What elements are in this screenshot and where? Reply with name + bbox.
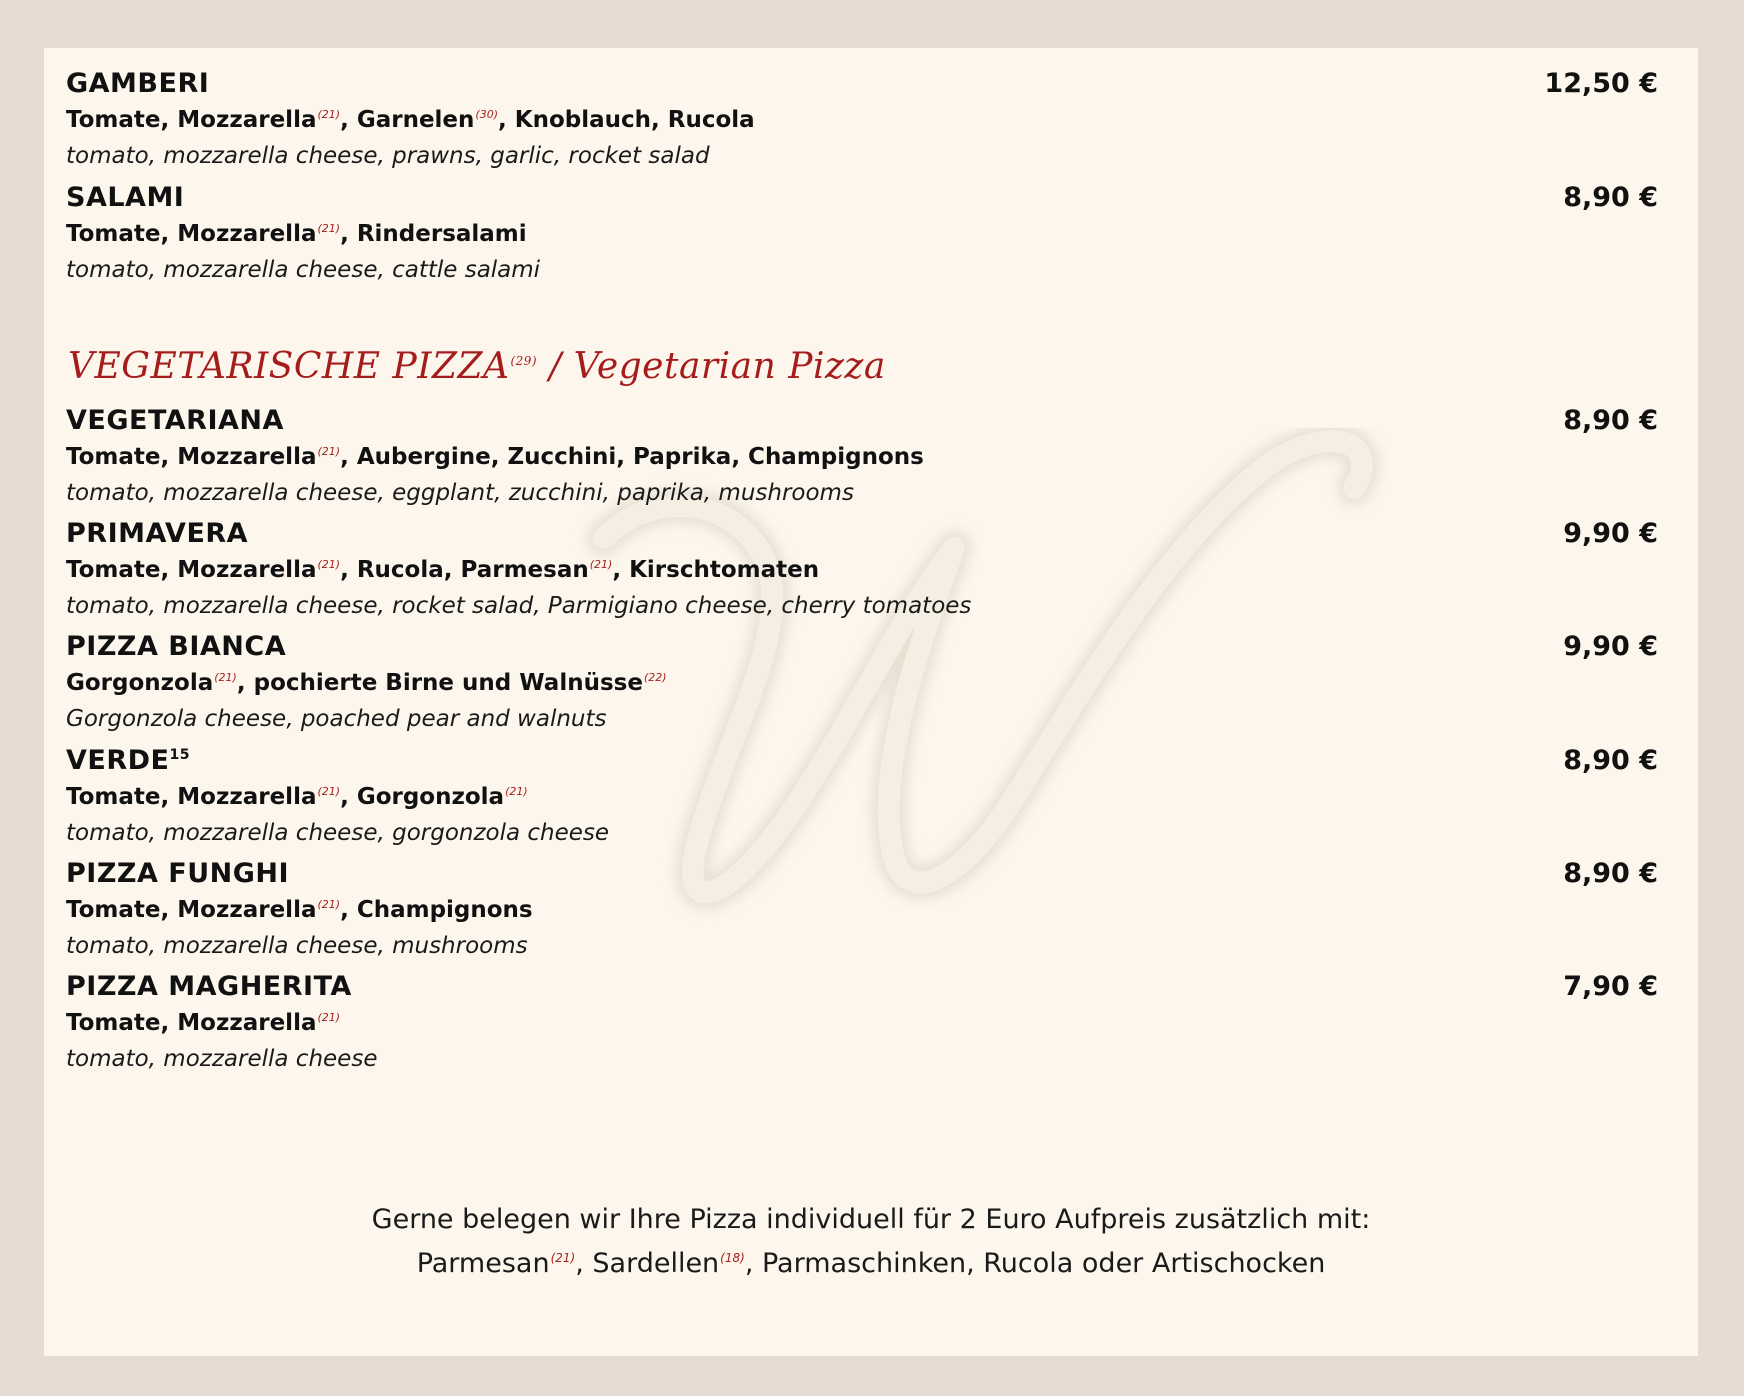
menu-item xyxy=(66,856,1658,964)
item-name xyxy=(66,180,1658,216)
section-title-de: VEGETARISCHE PIZZA xyxy=(68,346,510,387)
item-description-de xyxy=(66,892,1658,928)
item-description-en: tomato, mozzarella cheese, gorgonzola cheese xyxy=(66,820,610,846)
item-name xyxy=(66,516,1658,552)
item-description-en: tomato, mozzarella cheese xyxy=(66,1046,378,1072)
item-name-text: PRIMAVERA xyxy=(66,518,249,549)
item-description-en: tomato, mozzarella cheese, cattle salami xyxy=(66,257,541,283)
ingredient-text: Tomate, Mozzarella xyxy=(66,897,317,923)
item-description-de xyxy=(66,439,1658,475)
ingredient-text: , pochierte Birne und Walnüsse xyxy=(236,670,643,696)
menu-item xyxy=(66,180,1658,288)
allergen-note: (21) xyxy=(317,785,341,799)
item-description-en: tomato, mozzarella cheese, rocket salad, Parmigiano cheese, cherry tomatoes xyxy=(66,593,972,619)
allergen-note: (30) xyxy=(475,108,498,122)
allergen-note: (21) xyxy=(550,1251,576,1265)
ingredient-text: , Garnelen xyxy=(340,107,475,133)
ingredient-text: , Gorgonzola xyxy=(340,784,505,810)
allergen-note: (21) xyxy=(317,222,341,236)
ingredient-text: Gorgonzola xyxy=(66,670,214,696)
item-price: 8,90 € xyxy=(1563,405,1658,436)
item-price: 12,50 € xyxy=(1544,68,1658,99)
allergen-note: (21) xyxy=(589,558,613,572)
ingredient-text: Tomate, Mozzarella xyxy=(66,444,317,470)
item-name-text: PIZZA MAGHERITA xyxy=(66,971,352,1002)
item-name-text: VERDE xyxy=(66,745,170,776)
extra-topping-text: , Sardellen xyxy=(575,1248,720,1279)
allergen-note: (21) xyxy=(317,1011,341,1025)
ingredient-text: , Knoblauch, Rucola xyxy=(498,107,755,133)
menu-item xyxy=(66,969,1658,1077)
menu-item xyxy=(66,743,1658,851)
item-name xyxy=(66,969,1658,1005)
item-description-de xyxy=(66,779,1658,815)
allergen-note: (21) xyxy=(317,558,341,572)
item-name xyxy=(66,856,1658,892)
ingredient-text: Tomate, Mozzarella xyxy=(66,784,317,810)
item-description-de xyxy=(66,552,1658,588)
item-description-en: Gorgonzola cheese, poached pear and walnuts xyxy=(66,706,607,732)
ingredient-text: , Rucola, Parmesan xyxy=(340,557,589,583)
item-description-en: tomato, mozzarella cheese, eggplant, zucchini, paprika, mushrooms xyxy=(66,480,854,506)
ingredient-text: , Rindersalami xyxy=(340,221,527,247)
allergen-note: (29) xyxy=(510,354,538,368)
ingredient-text: Tomate, Mozzarella xyxy=(66,557,317,583)
menu-item xyxy=(66,629,1658,737)
ingredient-text: , Kirschtomaten xyxy=(612,557,820,583)
item-name xyxy=(66,629,1658,665)
extra-topping-text: , Parmaschinken, Rucola oder Artischocken xyxy=(744,1248,1326,1279)
item-price: 8,90 € xyxy=(1563,858,1658,889)
menu-page xyxy=(44,48,1698,1356)
item-description-en: tomato, mozzarella cheese, prawns, garlic, rocket salad xyxy=(66,143,710,169)
footer-line-2 xyxy=(44,1242,1698,1286)
section-title-vegetarian xyxy=(68,346,886,387)
footer-extras xyxy=(44,1198,1698,1286)
section-title-separator: / xyxy=(537,346,574,387)
allergen-note: (21) xyxy=(214,671,237,685)
item-price: 7,90 € xyxy=(1563,971,1658,1002)
item-description-de xyxy=(66,665,1658,701)
ingredient-text: Tomate, Mozzarella xyxy=(66,221,317,247)
ingredient-text: Tomate, Mozzarella xyxy=(66,107,317,133)
item-name-text: PIZZA BIANCA xyxy=(66,631,287,662)
item-description-de xyxy=(66,102,1658,138)
footer-line-1: Gerne belegen wir Ihre Pizza individuell für 2 Euro Aufpreis zusätzlich mit: xyxy=(371,1204,1371,1235)
item-price: 9,90 € xyxy=(1563,518,1658,549)
item-name-text: PIZZA FUNGHI xyxy=(66,858,290,889)
item-price: 9,90 € xyxy=(1563,631,1658,662)
ingredient-text: , Champignons xyxy=(340,897,533,923)
menu-item xyxy=(66,403,1658,511)
item-name xyxy=(66,66,1658,102)
item-price: 8,90 € xyxy=(1563,745,1658,776)
allergen-note: (18) xyxy=(720,1251,745,1265)
ingredient-text: , Aubergine, Zucchini, Paprika, Champignons xyxy=(340,444,924,470)
menu-item xyxy=(66,516,1658,624)
item-name-text: GAMBERI xyxy=(66,68,210,99)
item-description-de xyxy=(66,216,1658,252)
item-name-text: VEGETARIANA xyxy=(66,405,284,436)
menu-item xyxy=(66,66,1658,174)
section-title-en: Vegetarian Pizza xyxy=(573,346,886,387)
item-name-text: SALAMI xyxy=(66,182,185,213)
item-name xyxy=(66,403,1658,439)
item-name-footnote: 15 xyxy=(169,747,190,763)
allergen-note: (21) xyxy=(317,445,341,459)
item-price: 8,90 € xyxy=(1563,182,1658,213)
item-name xyxy=(66,743,1658,779)
ingredient-text: Tomate, Mozzarella xyxy=(66,1010,317,1036)
extra-topping-text: Parmesan xyxy=(416,1248,550,1279)
allergen-note: (21) xyxy=(317,898,341,912)
item-description-en: tomato, mozzarella cheese, mushrooms xyxy=(66,933,528,959)
allergen-note: (21) xyxy=(505,785,528,799)
item-description-de xyxy=(66,1005,1658,1041)
allergen-note: (22) xyxy=(643,671,667,685)
allergen-note: (21) xyxy=(317,108,341,122)
